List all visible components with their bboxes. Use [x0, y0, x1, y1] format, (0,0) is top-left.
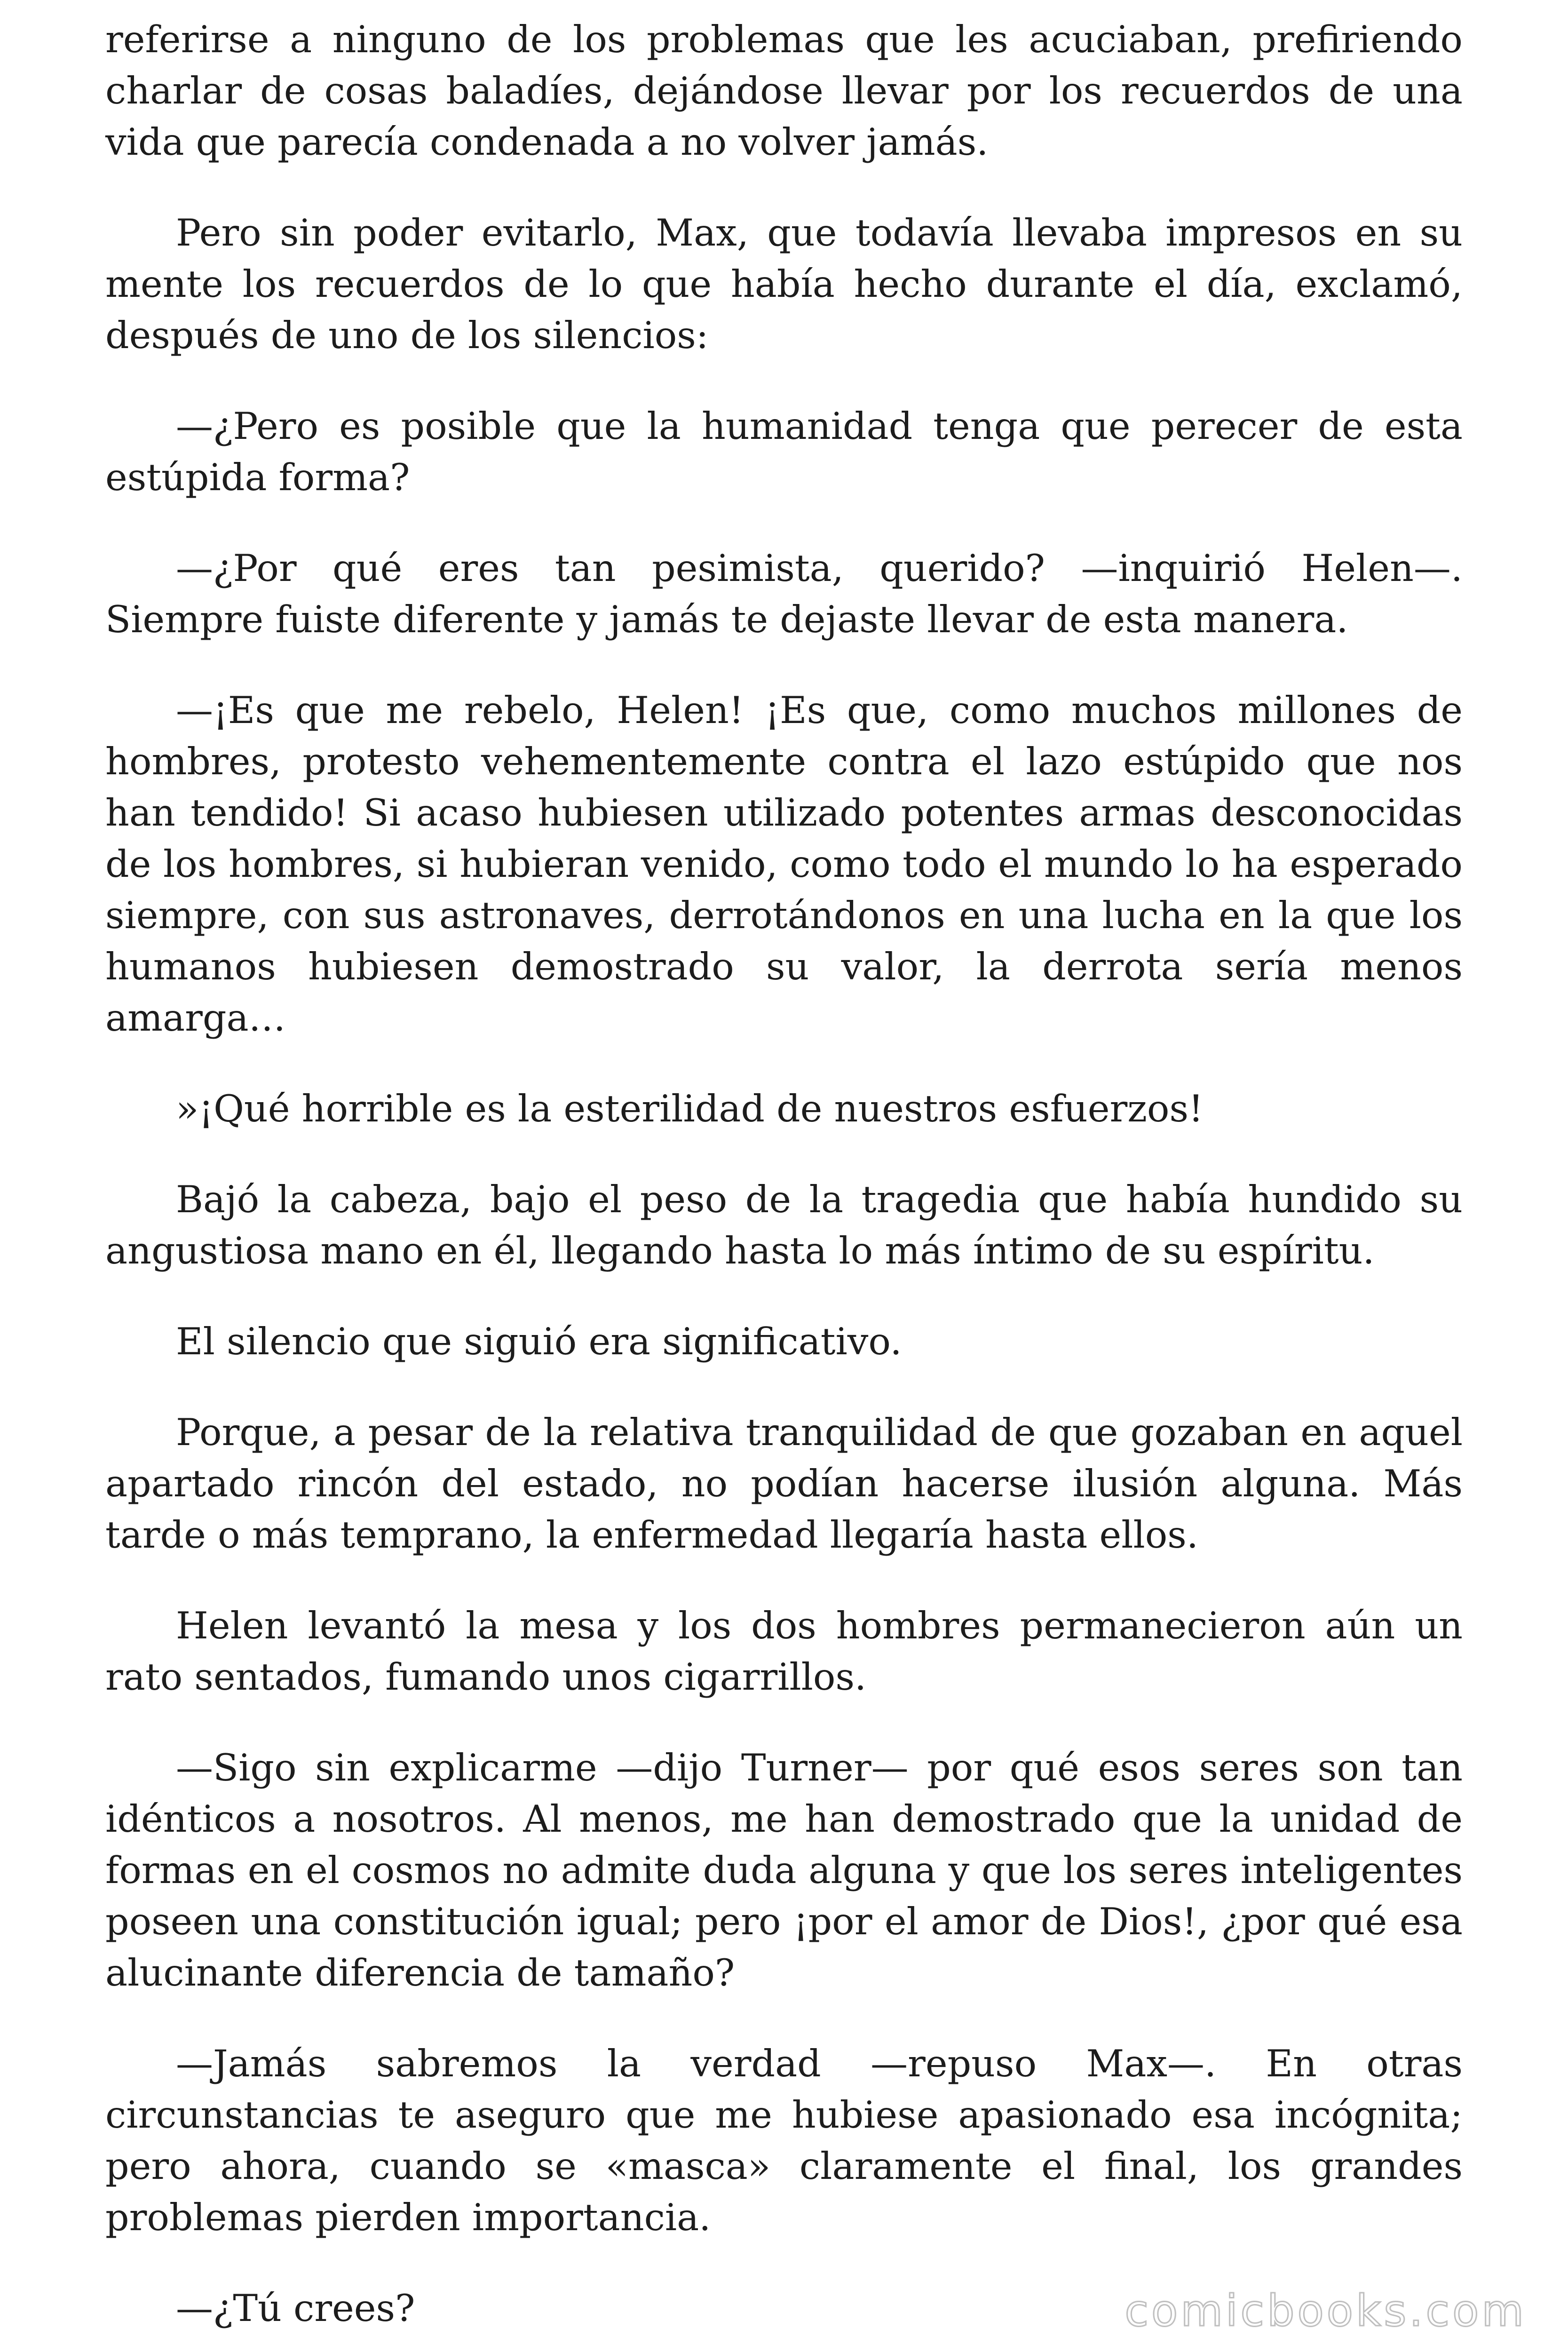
book-page [105, 14, 1463, 2352]
paragraph: El silencio que siguió era significativo. [176, 1320, 902, 1363]
watermark: comicbooks.com [1125, 2286, 1527, 2336]
paragraph: —Jamás sabremos la verdad —repuso Max—. En otras circunstancias te aseguro que me hubiese apasionado esa incógnita; pero ahora, cuando se «masca» claramente el final, los grandes problemas pierden importancia. [105, 2042, 1463, 2239]
paragraph: —¿Pero es posible que la humanidad tenga que perecer de esta estúpida forma? [105, 405, 1463, 499]
paragraph: Pero sin poder evitarlo, Max, que todavía llevaba impresos en su mente los recuerdos de lo que había hecho durante el día, exclamó, después de uno de los silencios: [105, 211, 1463, 357]
paragraph: Bajó la cabeza, bajo el peso de la tragedia que había hundido su angustiosa mano en él, llegando hasta lo más íntimo de su espíritu. [105, 1178, 1463, 1272]
paragraph: Porque, a pesar de la relativa tranquilidad de que gozaban en aquel apartado rincón del estado, no podían hacerse ilusión alguna. Más tarde o más temprano, la enfermedad llegaría hasta ellos. [105, 1411, 1463, 1557]
paragraph: —Sigo sin explicarme —dijo Turner— por qué esos seres son tan idénticos a nosotros. Al menos, me han demostrado que la unidad de formas en el cosmos no admite duda alguna y que los seres inteligentes poseen una constitución igual; pero ¡por el amor de Dios!, ¿por qué esa alucinante diferencia de tamaño? [105, 1746, 1463, 1994]
paragraph: »¡Qué horrible es la esterilidad de nuestros esfuerzos! [176, 1087, 1204, 1130]
paragraph-continuation: referirse a ninguno de los problemas que les acuciaban, prefiriendo charlar de cosas baladíes, dejándose llevar por los recuerdos de una vida que parecía condenada a no volver jamás. [105, 18, 1463, 164]
paragraph: Helen levantó la mesa y los dos hombres permanecieron aún un rato sentados, fumando unos cigarrillos. [105, 1604, 1463, 1699]
paragraph: —¿Tú crees? [176, 2287, 415, 2330]
paragraph: —¿Por qué eres tan pesimista, querido? —inquirió Helen—. Siempre fuiste diferente y jamás te dejaste llevar de esta manera. [105, 547, 1463, 641]
paragraph: —¡Es que me rebelo, Helen! ¡Es que, como muchos millones de hombres, protesto vehementemente contra el lazo estúpido que nos han tendido! Si acaso hubiesen utilizado potentes armas desconocidas de los hombres, si hubieran venido, como todo el mundo lo ha esperado siempre, con sus astronaves, derrotándonos en una lucha en la que los humanos hubiesen demostrado su valor, la derrota sería menos amarga… [105, 689, 1463, 1040]
